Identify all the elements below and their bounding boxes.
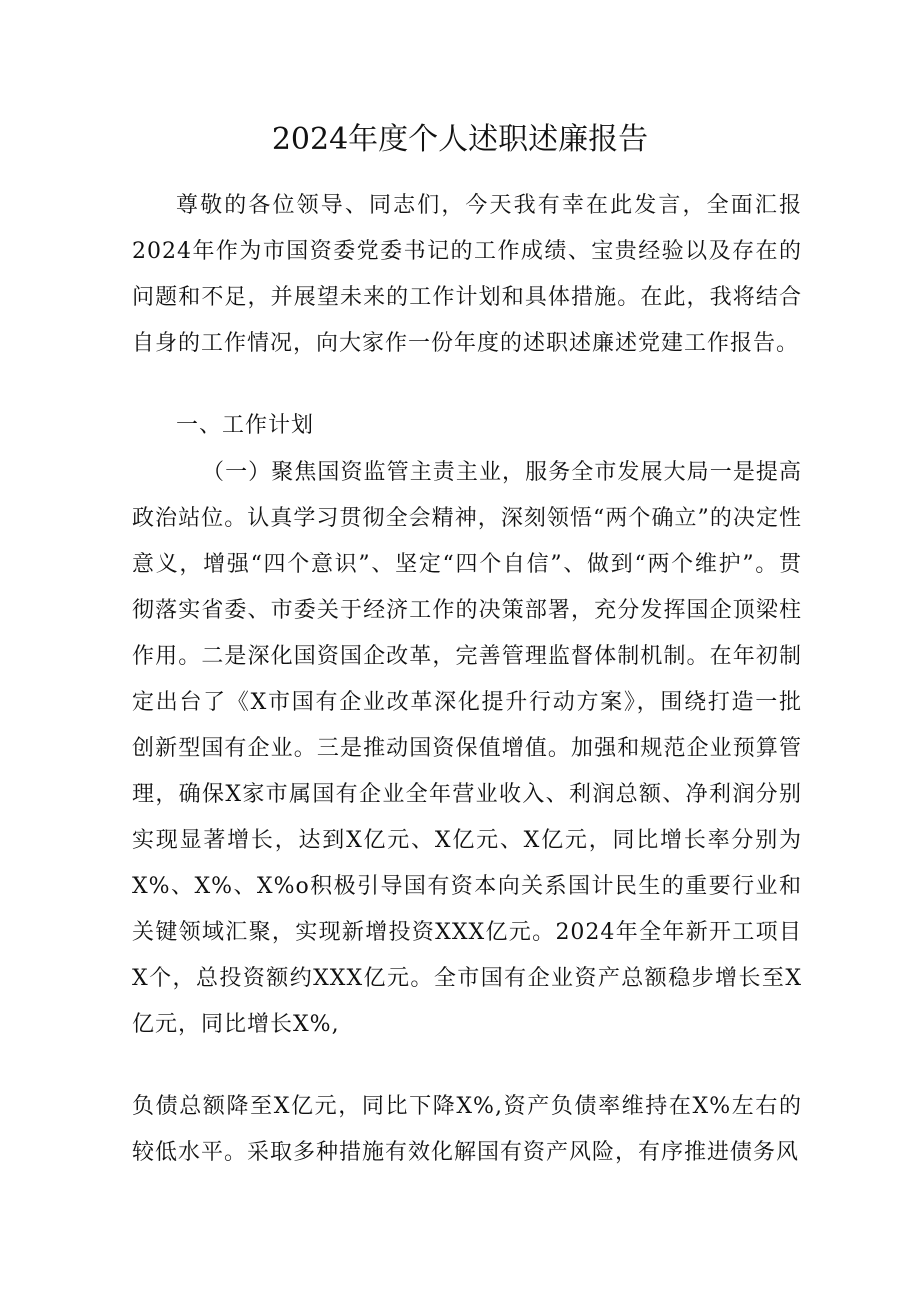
section-paragraph: （一）聚焦国资监管主责主业，服务全市发展大局一是提高政治站位。认真学习贯彻全会精神，深刻领悟“两个确立”的决定性意义，增强“四个意识”、坚定“四个自信”、做到“两个维护”。贯彻落实省委、市委关于经济工作的决策部署，充分发挥国企顶梁柱作用。二是深化国资国企改革，完善管理监督体制机制。在年初制定出台了《X市国有企业改革深化提升行动方案》，围绕打造一批创新型国有企业。三是推动国资保值增值。加强和规范企业预算管理，确保X家市属国有企业全年营业收入、利润总额、净利润分别实现显著增长，达到X亿元、X亿元、X亿元，同比增长率分别为X%、X%、X%o积极引导国有资本向关系国计民生的重要行业和关键领域汇聚，实现新增投资XXX亿元。2024年全年新开工项目X个，总投资额约XXX亿元。全市国有企业资产总额稳步增长至X亿元，同比增长X%, <box>132 460 802 1037</box>
section-heading: 一、工作计划 <box>176 413 315 438</box>
continuation-paragraph: 负债总额降至X亿元，同比下降X%,资产负债率维持在X%左右的较低水平。采取多种措施有效化解国有资产风险，有序推进债务风 <box>132 1094 802 1165</box>
intro-paragraph: 尊敬的各位领导、同志们，今天我有幸在此发言，全面汇报2024年作为市国资委党委书记的工作成绩、宝贵经验以及存在的问题和不足，并展望未来的工作计划和具体措施。在此，我将结合自身的工作情况，向大家作一份年度的述职述廉述党建工作报告。 <box>132 193 802 356</box>
document-title: 2024年度个人述职述廉报告 <box>271 122 649 157</box>
